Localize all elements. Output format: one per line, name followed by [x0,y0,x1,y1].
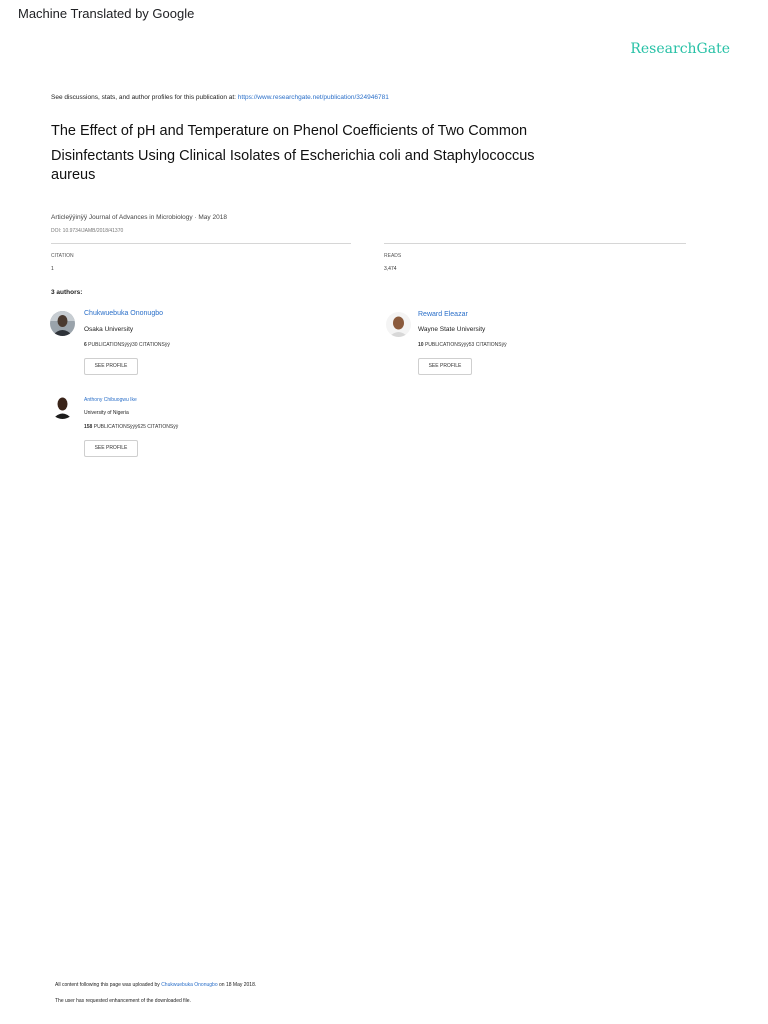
author-pub-count-3: 158 [84,424,93,430]
upload-notice-prefix: All content following this page was uploaded by [55,982,162,988]
author-avatar-1[interactable] [50,311,75,336]
author-name-3[interactable]: Anthony Chibuogwu Ike [84,397,137,403]
author-stats-1 [84,342,170,348]
upload-notice-suffix: on 18 May 2018. [217,982,257,988]
paper-title-line-2: Disinfectants Using Clinical Isolates of Escherichia coli and Staphylococcus [51,148,535,164]
machine-translated-banner: Machine Translated by Google [18,6,195,21]
author-name-1[interactable]: Chukwuebuka Ononugbo [84,310,164,317]
see-profile-button-1[interactable]: SEE PROFILE [84,358,138,375]
see-profile-button-3[interactable]: SEE PROFILE [84,440,138,457]
avatar-photo-icon [50,394,75,419]
citation-count: 1 [51,266,54,272]
upload-notice [55,982,256,988]
author-stats-text-2: PUBLICATIONSÿÿÿ53 CITATIONSÿÿ [423,342,507,348]
reads-count: 3,474 [384,266,397,272]
doi-text: DOI: 10.9734/JAMB/2018/41370 [51,228,124,234]
see-profile-button-2[interactable]: SEE PROFILE [418,358,472,375]
author-institution-2: Wayne State University [418,326,486,333]
discussion-notice [51,94,389,101]
reads-label: READS [384,253,402,259]
paper-title-line-1: The Effect of pH and Temperature on Phenol Coefficients of Two Common [51,123,528,139]
author-avatar-3[interactable] [50,394,75,419]
author-name-2[interactable]: Reward Eleazar [418,311,468,318]
author-pub-count-1: 6 [84,342,87,348]
citation-label: CITATION [51,253,74,259]
avatar-photo-icon [386,312,411,337]
researchgate-logo[interactable]: ResearchGate [630,41,730,57]
author-stats-2 [418,342,507,348]
author-avatar-2[interactable] [386,312,411,337]
author-pub-count-2: 10 [418,342,424,348]
article-meta: Articleÿÿinÿÿ Journal of Advances in Microbiology · May 2018 [51,214,227,221]
author-stats-3 [84,424,178,430]
divider-right [384,243,686,244]
discussion-text: See discussions, stats, and author profiles for this publication at: [51,94,238,101]
paper-title-line-3: aureus [51,167,96,183]
enhancement-notice: The user has requested enhancement of the downloaded file. [55,998,191,1004]
authors-heading: 3 authors: [51,289,83,296]
author-institution-3: University of Nigeria [84,410,129,416]
author-stats-text-3: PUBLICATIONSÿÿÿ625 CITATIONSÿÿ [92,424,179,430]
publication-link[interactable]: https://www.researchgate.net/publication/324946781 [237,94,389,101]
uploader-link[interactable]: Chukwuebuka Ononugbo [161,982,218,988]
avatar-photo-icon [50,311,75,336]
divider-left [51,243,351,244]
author-institution-1: Osaka University [84,326,134,333]
author-stats-text-1: PUBLICATIONSÿÿÿ30 CITATIONSÿÿ [86,342,170,348]
